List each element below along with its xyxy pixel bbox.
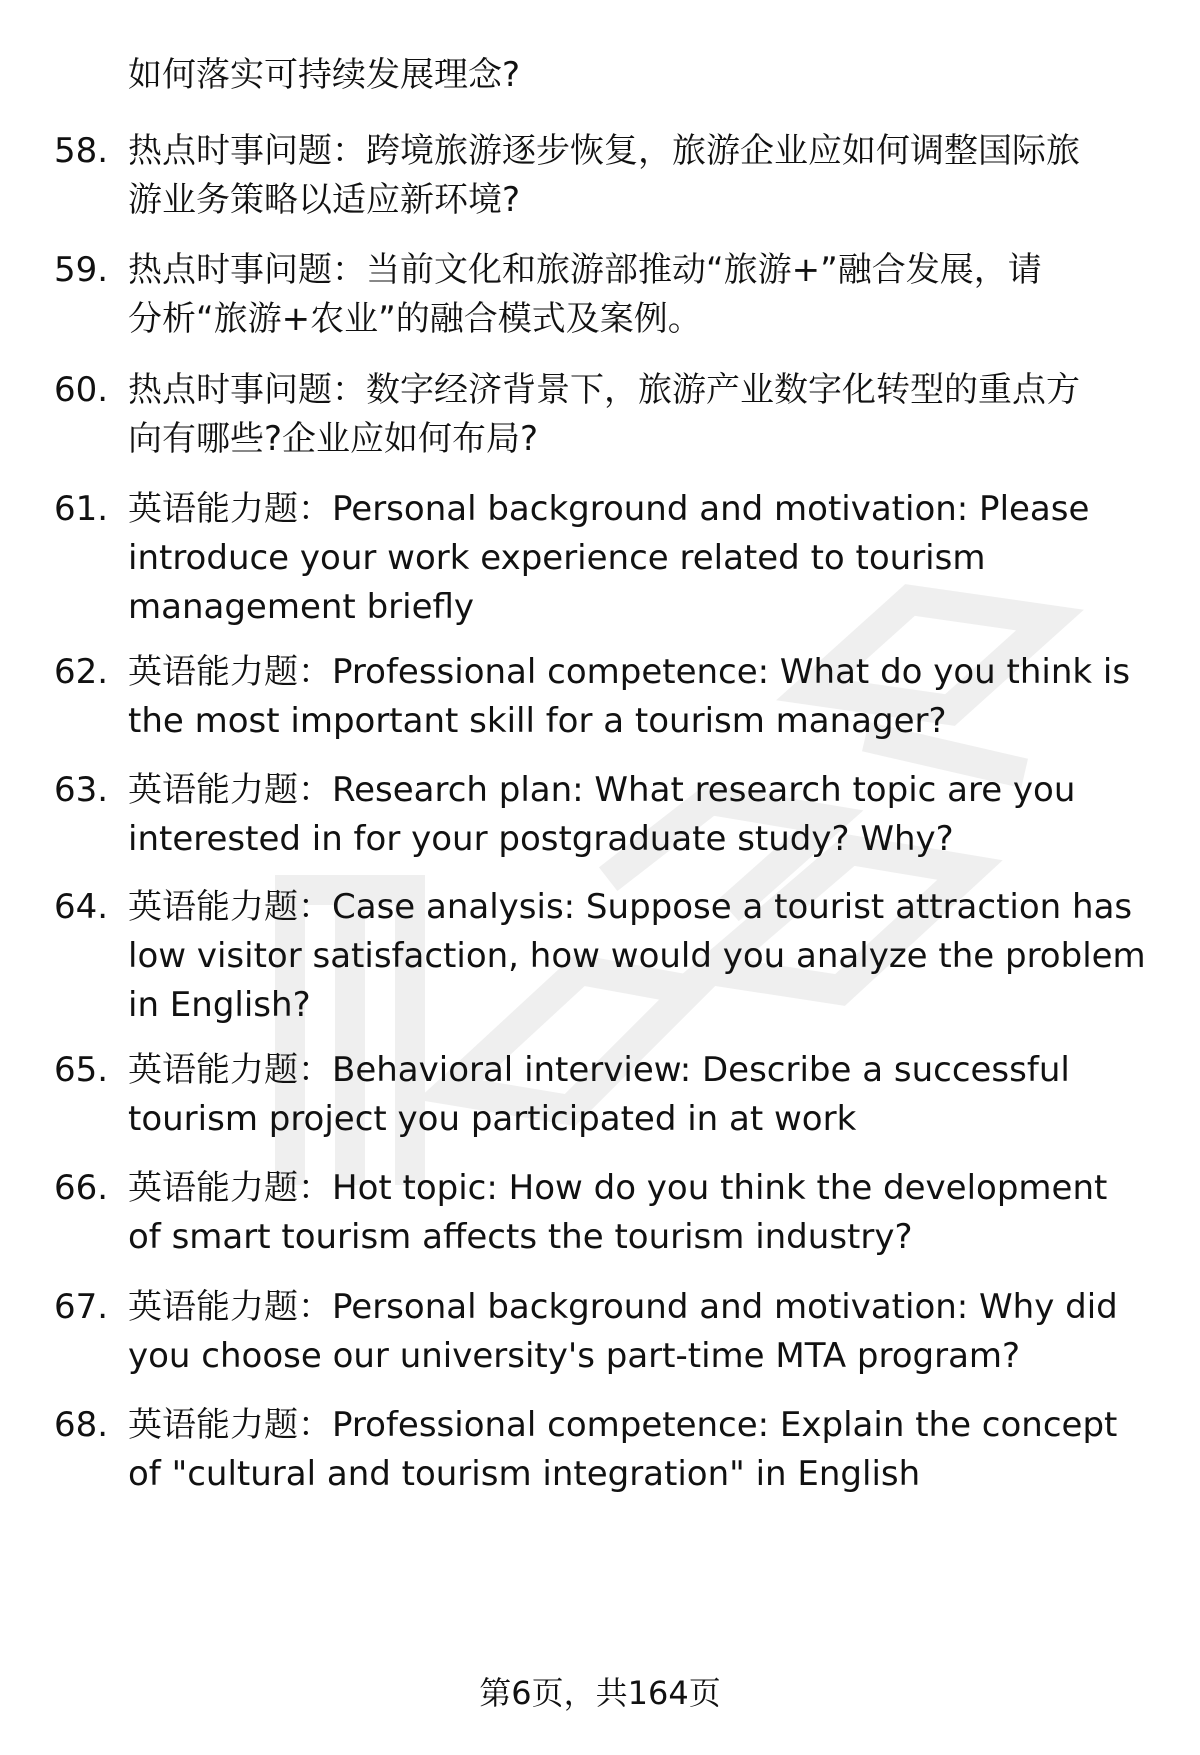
item-text: 英语能力题：Case analysis: Suppose a tourist attraction has low visitor satisfaction, how would you analyze the problem in English? [128,887,1146,1025]
item-text: 热点时事问题：当前文化和旅游部推动“旅游+”融合发展，请 分析“旅游+农业”的融合模式及案例。 [128,250,1042,339]
item-number: 58. [54,131,109,171]
item-number: 61. [54,489,109,529]
item-number: 63. [54,770,109,810]
item-text: 热点时事问题：数字经济背景下，旅游产业数字化转型的重点方 向有哪些?企业应如何布局? [128,370,1080,459]
item-number: 67. [54,1287,109,1327]
item-number: 59. [54,250,109,290]
item-text: 英语能力题：Behavioral interview: Describe a successful tourism project you participated in at work [128,1050,1070,1139]
item-text: 如何落实可持续发展理念? [128,55,521,95]
item-text: 英语能力题：Personal background and motivation: Why did you choose our university's part-time MTA program? [128,1287,1118,1376]
item-number: 60. [54,370,109,410]
item-number: 62. [54,652,109,692]
item-text: 英语能力题：Research plan: What research topic are you interested in for your postgraduate study? Why? [128,770,1076,859]
item-text: 英语能力题：Professional competence: What do you think is the most important skill for a tourism manager? [128,652,1131,741]
item-text: 英语能力题：Professional competence: Explain the concept of "cultural and tourism integration" in English [128,1405,1118,1494]
item-number: 68. [54,1405,109,1445]
item-number: 65. [54,1050,109,1090]
page-footer [0,1673,1200,1713]
item-text: 热点时事问题：跨境旅游逐步恢复，旅游企业应如何调整国际旅 游业务策略以适应新环境? [128,131,1080,220]
item-number: 64. [54,887,109,927]
page-number-label: 第6页，共164页 [479,1674,721,1712]
item-text: 英语能力题：Personal background and motivation: Please introduce your work experience related to tourism management briefly [128,489,1090,627]
item-number: 66. [54,1168,109,1208]
item-text: 英语能力题：Hot topic: How do you think the development of smart tourism affects the tourism industry? [128,1168,1108,1257]
